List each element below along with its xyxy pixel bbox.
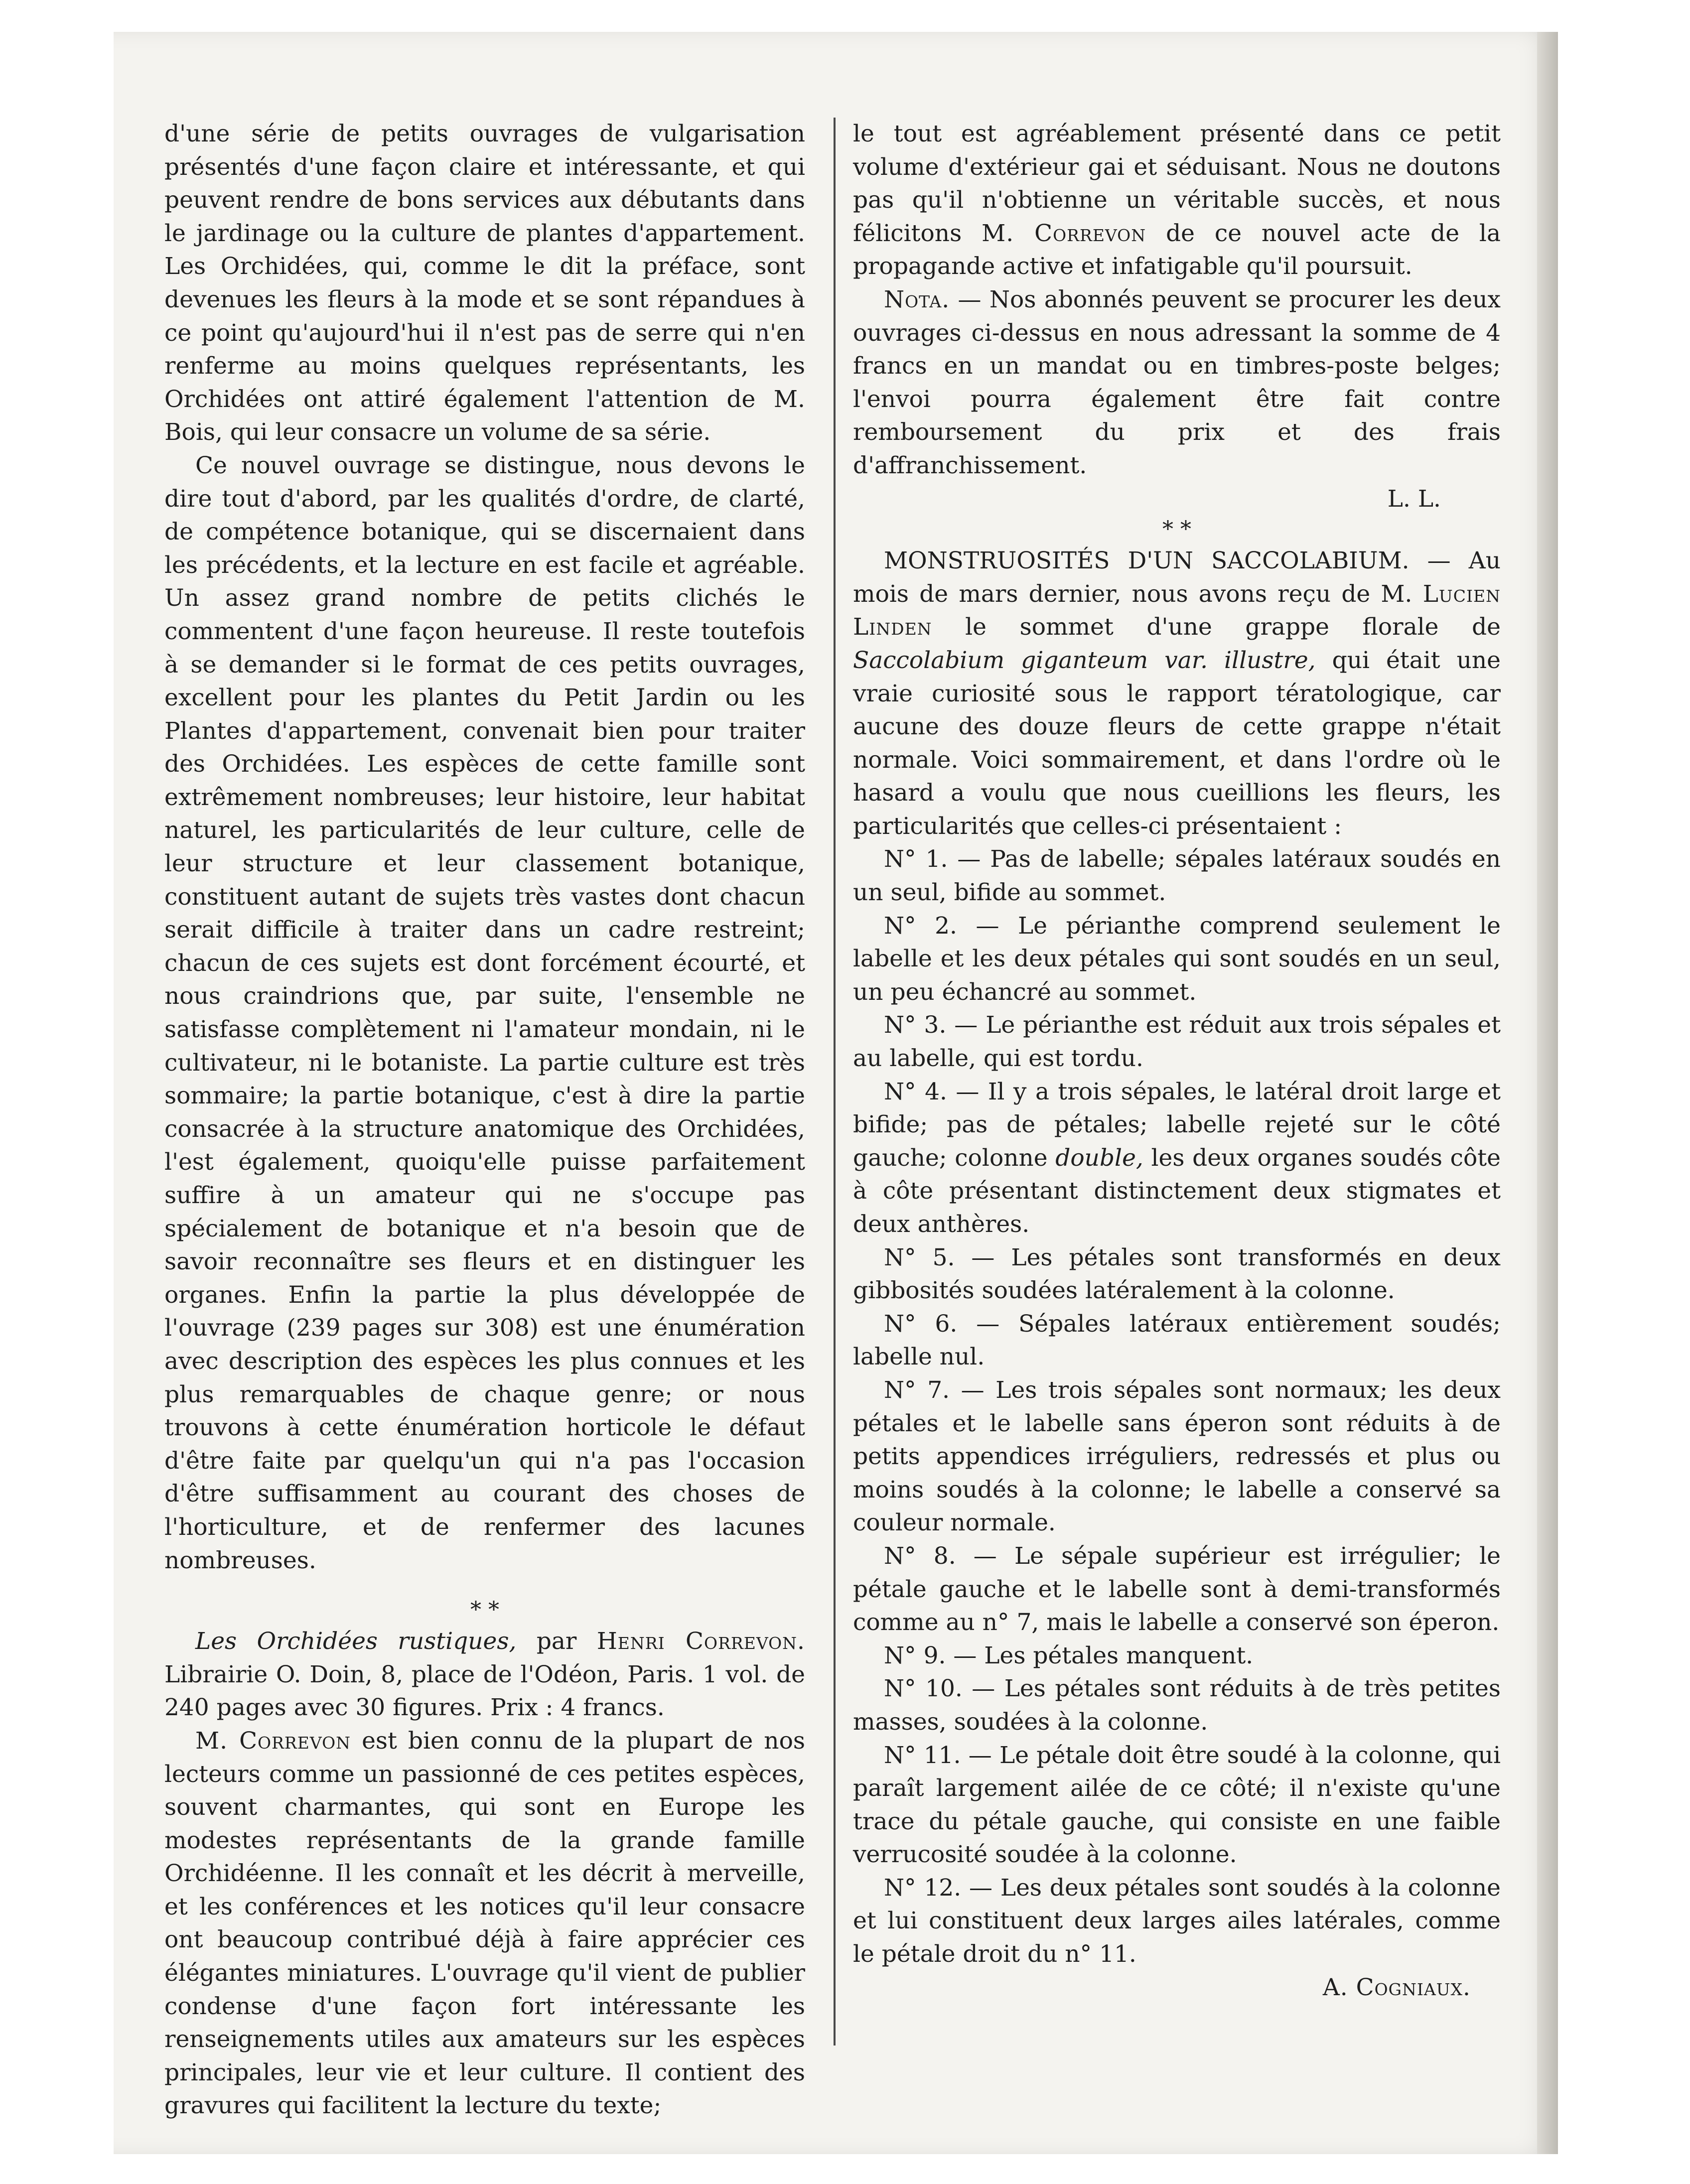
continuation-text: de ce nouvel acte de la propagande active et infatigable qu'il poursuit. (853, 219, 1501, 280)
item-text: N° 4. — Il y a trois sépales, le latéral droit large et bifide; pas de pétales; labelle rejeté sur le côté gauche; colonne (853, 1078, 1501, 1172)
list-item: N° 11. — Le pétale doit être soudé à la colonne, qui paraît largement ailée de ce côté; il n'existe qu'une trace du pétale gauche, qui consiste en une faible verrucosité soudée à la colonne. (853, 1741, 1501, 1869)
book-author: Henri Correvon. (596, 1628, 805, 1655)
right-column (853, 118, 1501, 2004)
item-text: les deux organes soudés côte à côte présentant distinctement deux stigmates et deux anthères. (853, 1144, 1501, 1238)
article-text: — Au mois de mars dernier, nous avons reçu de M. (853, 547, 1501, 608)
list-item: N° 7. — Les trois sépales sont normaux; les deux pétales et le labelle sans éperon sont réduits à de petits appendices irréguliers, redressés et plus ou moins soudés à la colonne; le labelle a conservé sa couleur normale. (853, 1376, 1501, 1537)
review-text: est bien connu de la plupart de nos lecteurs comme un passionné de ces petites espèces, souvent charmantes, qui sont en Europe les modestes représentants de la grande famille Orchidéenne. Il les connaît et les décrit à merveille, et les conférences et les notices qu'il leur consacre ont beaucoup contribué déjà à faire apprécier ces élégantes miniatures. L'ouvrage qu'il vient de publier condense d'une façon fort intéressante les renseignements utiles aux amateurs sur les espèces principales, leur vie et leur culture. Il contient des gravures qui facilitent la lecture du texte; (164, 1727, 805, 2120)
list-item: N° 2. — Le périanthe comprend seulement le labelle et les deux pétales qui sont soudés en un seul, un peu échancré au sommet. (853, 912, 1501, 1006)
paragraph: d'une série de petits ouvrages de vulgarisation présentés d'une façon claire et intéressante, et qui peuvent rendre de bons services aux débutants dans le jardinage ou la culture de plantes d'appartement. Les Orchidées, qui, comme le dit la préface, sont devenues les fleurs à la mode et se sont répandues à ce point qu'aujourd'hui il n'est pas de serre qui n'en renferme au moins quelques représentants, les Orchidées ont attiré également l'attention de M. Bois, qui leur consacre un volume de sa série. (164, 120, 805, 446)
list-item: N° 6. — Sépales latéraux entièrement soudés; labelle nul. (853, 1310, 1501, 1371)
list-item (853, 1076, 1501, 1241)
column-divider (834, 118, 836, 2046)
signature: A. Cogniaux. (1322, 1973, 1471, 2001)
nota-paragraph (853, 283, 1501, 483)
list-item: N° 5. — Les pétales sont transformés en deux gibbosités soudées latéralement à la colonne. (853, 1243, 1501, 1305)
book-title: Les Orchidées rustiques, (195, 1628, 517, 1655)
signature: L. L. (1387, 485, 1441, 513)
list-item: N° 1. — Pas de labelle; sépales latéraux soudés en un seul, bifide au sommet. (853, 845, 1501, 907)
list-item: N° 8. — Le sépale supérieur est irrégulier; le pétale gauche et le labelle sont à demi-transformés comme au n° 7, mais le labelle a conservé son éperon. (853, 1542, 1501, 1637)
nota-label: Nota. (884, 285, 950, 313)
article-heading: MONSTRUOSITÉS D'UN SACCOLABIUM. (884, 547, 1409, 575)
nota-text: — Nos abonnés peuvent se procurer les deux ouvrages ci-dessus en nous adressant la somme de 4 francs en un mandat ou en timbres-poste belges; l'envoi pourra également être fait contre remboursement du prix et des frais d'affranchissement. (853, 285, 1501, 479)
review-paragraph (164, 1725, 805, 2123)
item-emphasis: double, (1055, 1144, 1143, 1172)
book-entry (164, 1625, 805, 1725)
list-item: N° 3. — Le périanthe est réduit aux trois sépales et au labelle, qui est tordu. (853, 1011, 1501, 1073)
article-intro (853, 545, 1501, 843)
paragraph (853, 118, 1501, 283)
article-text: qui était une vraie curiosité sous le rapport tératologique, car aucune des douze fleurs de cette grappe n'était normale. Voici sommairement, et dans l'ordre où le hasard a voulu que nous cueillions les fleurs, les particularités que celles-ci présentaient : (853, 646, 1501, 840)
left-column (164, 118, 805, 2123)
book-by: par (536, 1628, 577, 1655)
article-text: le sommet d'une grappe florale de (965, 613, 1501, 641)
list-item: N° 10. — Les pétales sont réduits à de très petites masses, soudées à la colonne. (853, 1675, 1501, 1736)
continuation-name: M. Correvon (982, 219, 1146, 247)
continuation-text: le tout est agréablement présenté dans ce petit volume d'extérieur gai et séduisant. Nous ne doutons pas qu'il n'obtienne un véritable succès, et nous félicitons (853, 120, 1501, 247)
section-separator: * * (470, 1597, 499, 1623)
review-author: M. Correvon (195, 1727, 351, 1755)
list-item: N° 9. — Les pétales manquent. (884, 1641, 1254, 1669)
article-name: Lucien Linden (853, 580, 1501, 641)
book-details: Librairie O. Doin, 8, place de l'Odéon, Paris. 1 vol. de 240 pages avec 30 figures. Prix : 4 francs. (164, 1660, 805, 1722)
list-item: N° 12. — Les deux pétales sont soudés à la colonne et lui constituent deux larges ailes latérales, comme le pétale droit du n° 11. (853, 1874, 1501, 1968)
page-edge-shadow (1537, 32, 1558, 2154)
article-species: Saccolabium giganteum var. illustre, (853, 646, 1316, 674)
section-separator: * * (1162, 517, 1191, 543)
paragraph: Ce nouvel ouvrage se distingue, nous devons le dire tout d'abord, par les qualités d'ordre, de clarté, de compétence botanique, qui se discernaient dans les précédents, et la lecture en est facile et agréable. Un assez grand nombre de petits clichés le commentent d'une façon heureuse. Il reste toutefois à se demander si le format de ces petits ouvrages, excellent pour les plantes du Petit Jardin ou les Plantes d'appartement, convenait bien pour traiter des Orchidées. Les espèces de cette famille sont extrêmement nombreuses; leur histoire, leur habitat naturel, les particularités de leur culture, celle de leur structure et leur classement botanique, constituent autant de sujets très vastes dont chacun serait difficile à traiter dans un cadre restreint; chacun de ces sujets est dont forcément écourté, et nous craindrions que, par suite, l'ensemble ne satisfasse complètement ni l'amateur mondain, ni le cultivateur, ni le botaniste. La partie culture est très sommaire; la partie botanique, c'est à dire la partie consacrée à la structure anatomique des Orchidées, l'est également, quoiqu'elle puisse parfaitement suffire à un amateur qui ne s'occupe pas spécialement de botanique et n'a besoin que de savoir reconnaître ses fleurs et en distinguer les organes. Enfin la partie la plus développée de l'ouvrage (239 pages sur 308) est une énumération avec description des espèces les plus connues et les plus remarquables de chaque genre; or nous trouvons à cette énumération horticole le défaut d'être faite par quelqu'un qui n'a pas l'occasion d'être suffisamment au courant des choses de l'horticulture, et de renfermer des lacunes nombreuses. (164, 451, 805, 1574)
